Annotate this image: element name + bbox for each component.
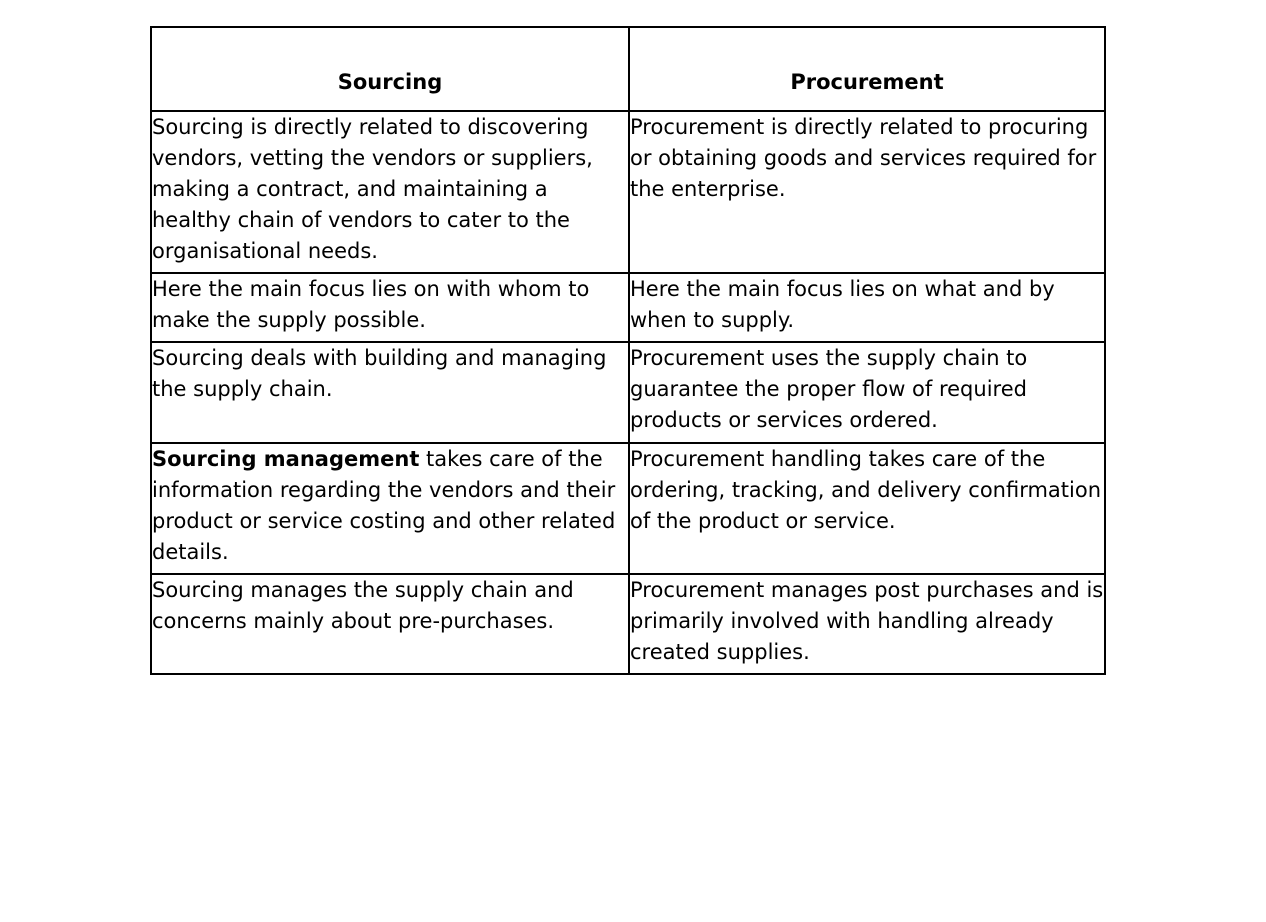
sourcing-cell bbox=[151, 342, 629, 443]
header-procurement bbox=[629, 27, 1105, 111]
sourcing-text-main: Here the main focus lies on with whom to make the supply possible. bbox=[152, 277, 590, 332]
sourcing-text bbox=[152, 575, 628, 637]
sourcing-cell bbox=[151, 273, 629, 342]
table-row bbox=[151, 574, 1105, 674]
sourcing-text-bold: Sourcing management bbox=[152, 447, 420, 471]
header-sourcing bbox=[151, 27, 629, 111]
procurement-cell bbox=[629, 111, 1105, 273]
procurement-cell bbox=[629, 273, 1105, 342]
table-row bbox=[151, 273, 1105, 342]
procurement-cell bbox=[629, 574, 1105, 674]
sourcing-cell bbox=[151, 574, 629, 674]
procurement-text: Procurement uses the supply chain to guarantee the proper flow of required products or services ordered. bbox=[630, 346, 1028, 432]
sourcing-text bbox=[152, 343, 628, 405]
header-sourcing-label: Sourcing bbox=[337, 70, 443, 94]
sourcing-cell bbox=[151, 443, 629, 574]
procurement-cell bbox=[629, 443, 1105, 574]
sourcing-text-main: Sourcing manages the supply chain and concerns mainly about pre-purchases. bbox=[152, 578, 574, 633]
procurement-text: Procurement is directly related to procuring or obtaining goods and services required for the enterprise. bbox=[630, 115, 1097, 201]
sourcing-text-main: takes care of the information regarding the vendors and their product or service costing and other related details. bbox=[152, 447, 616, 564]
procurement-text: Procurement handling takes care of the ordering, tracking, and delivery confirmation of the product or service. bbox=[630, 447, 1102, 533]
sourcing-text bbox=[152, 274, 628, 336]
header-procurement-label: Procurement bbox=[790, 70, 944, 94]
sourcing-text-main: Sourcing deals with building and managing the supply chain. bbox=[152, 346, 607, 401]
header-row bbox=[151, 27, 1105, 111]
sourcing-text bbox=[152, 112, 628, 267]
table-row bbox=[151, 443, 1105, 574]
table-row bbox=[151, 111, 1105, 273]
table-row bbox=[151, 342, 1105, 443]
procurement-cell bbox=[629, 342, 1105, 443]
procurement-text: Procurement manages post purchases and is primarily involved with handling already created supplies. bbox=[630, 578, 1104, 664]
sourcing-cell bbox=[151, 111, 629, 273]
sourcing-text bbox=[152, 444, 628, 568]
procurement-text: Here the main focus lies on what and by when to supply. bbox=[630, 277, 1055, 332]
comparison-table bbox=[150, 26, 1106, 675]
sourcing-text-main: Sourcing is directly related to discovering vendors, vetting the vendors or suppliers, making a contract, and maintaining a healthy chain of vendors to cater to the organisational needs. bbox=[152, 115, 593, 263]
